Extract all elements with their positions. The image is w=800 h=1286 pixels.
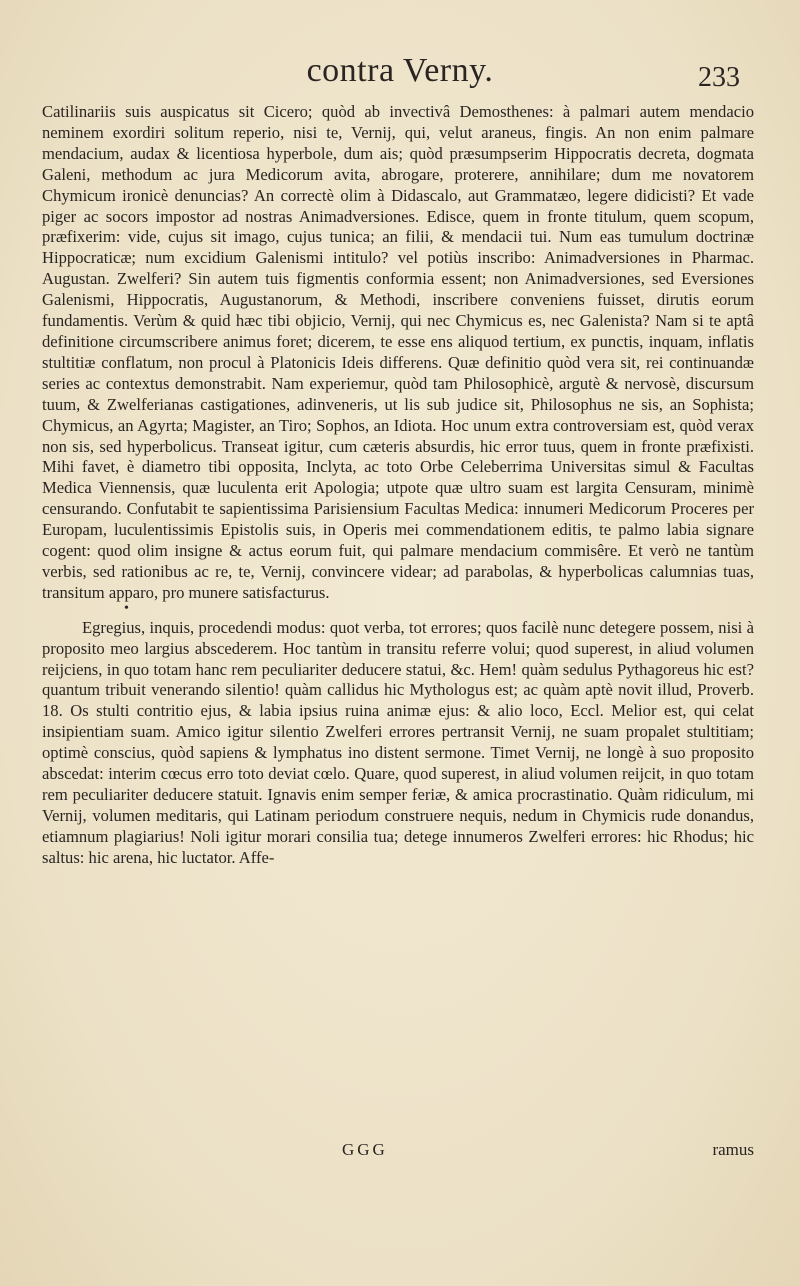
page-number: 233 bbox=[698, 62, 740, 93]
page-header bbox=[0, 52, 800, 96]
signature-mark: GGG bbox=[342, 1140, 388, 1159]
paragraph: Egregius, inquis, procedendi modus: quot verba, tot errores; quos facilè nunc detegere possem, nisi à proposito meo largius abscederem. Hoc tantùm in transitu referre volui; quod superest, in aliud volumen reijciens, in quo totam hanc rem peculiariter deducere statui, &c. Hem! quàm sedulus Pythagoreus hic est? quantum tribuit venerando silentio! quàm callidus hic Mythologus est; ac quàm aptè novit illud, Proverb. 18. Os stulti contritio ejus, & labia ipsius ruina animæ ejus: & alio loco, Eccl. Melior est, qui celat insipientiam suam. Amico igitur silentio Zwelferi errores pertransit Vernij, ne suam propalet stultitiam; optimè conscius, quòd sapiens & lymphatus ino distent sermone. Timet Vernij, ne longè à suo proposito abscedat: interim cœcus erro toto deviat cœlo. Quare, quod superest, in aliud volumen reijcit, in quo totam rem peculiariter deducere statuit. Ignavis enim semper feriæ, & amica procrastinatio. Quàm ridiculum, mi Vernij, volumen meditaris, qui Latinam periodum construere nequis, nedum in Chymicis rude donandus, etiamnum plagiarius! Noli igitur morari consilia tua; detege innumeros Zwelferi errores: hic Rhodus; hic saltus: hic arena, hic luctator. Affe- bbox=[42, 617, 754, 867]
page-body bbox=[42, 102, 754, 869]
paragraph: Catilinariis suis auspicatus sit Cicero; quòd ab invectivâ Demosthenes: à palmari autem mendacio neminem exordiri solitum reperio, nisi te, Vernij, qui, velut araneus, fingis. An non enim palmare mendacium, audax & licentiosa hyperbole, dum ais; quòd præsumpserim Hippocratis decreta, dogmata Galeni, methodum ac jura Medicorum avita, abrogare, proterere, annihilare; dum me novatorem Chymicum ironicè denuncias? An correctè olim à Didascalo, aut Grammatæo, legere didicisti? Et vade piger ac socors impostor ad nostras Animadversiones. Edisce, quem in fronte titulum, quem scopum, præfixerim: vide, cujus sit imago, cujus tunica; an filii, & mendacii tui. Num eas tumulum doctrinæ Hippocraticæ; num excidium Galenismi intitulo? vel potiùs inscribo: Animadversiones in Pharmac. Augustan. Zwelferi? Sin autem tuis figmentis conformia essent; non Animadversiones, sed Eversiones Galenismi, Hippocratis, Augustanorum, & Methodi, inscribere conveniens fuisset, dirutis eorum fundamentis. Verùm & quid hæc tibi objicio, Vernij, qui nec Chymicus es, nec Galenista? Nam si te aptâ definitione circumscribere animus foret; dicerem, te esse ens aliquod tertium, ex punctis, inquam, inflatis stultitiæ conflatum, non procul à Platonicis Ideis differens. Quæ definitio quòd vera sit, rei continuandæ series ac contextus demonstrabit. Nam experiemur, quòd tam Philosophicè, argutè & nervosè, discursum tuum, & Zwelferianas castigationes, adinveneris, ut lis sub judice sit, Philosophus ne sis, an Sophista; Chymicus, an Agyrta; Magister, an Tiro; Sophos, an Idiota. Hoc unum extra controversiam est, quòd verax non sis, sed hyperbolicus. Transeat igitur, cum cæteris absurdis, hic error tuus, quem in fronte præfixisti. Mihi favet, è diametro tibi opposita, Inclyta, ac toto Orbe Celeberrima Universitas simul & Facultas Medica Viennensis, quæ luculenta erit Apologia; utpote quæ ultro suam est largita Censuram, minimè censurando. Confutabit te sapientissima Parisiensium Facultas Medica: innumeri Medicorum Proceres per Europam, luculentissimis Epistolis suis, in Operis mei commendationem editis, te palmo labia signare cogent: quod olim insigne & actus eorum fuit, qui palmare mendacium commisêre. Et verò ne tantùm verbis, sed rationibus ac re, te, Vernij, convincere videar; ad parabolas, & hyperbolicas calumnias tuas, transitum apparo, pro munere satisfacturus. bbox=[42, 102, 754, 602]
page-footer bbox=[42, 1140, 754, 1164]
running-title: contra Verny. bbox=[306, 52, 494, 89]
separator-mark: • bbox=[124, 600, 129, 616]
catchword: ramus bbox=[712, 1140, 754, 1159]
